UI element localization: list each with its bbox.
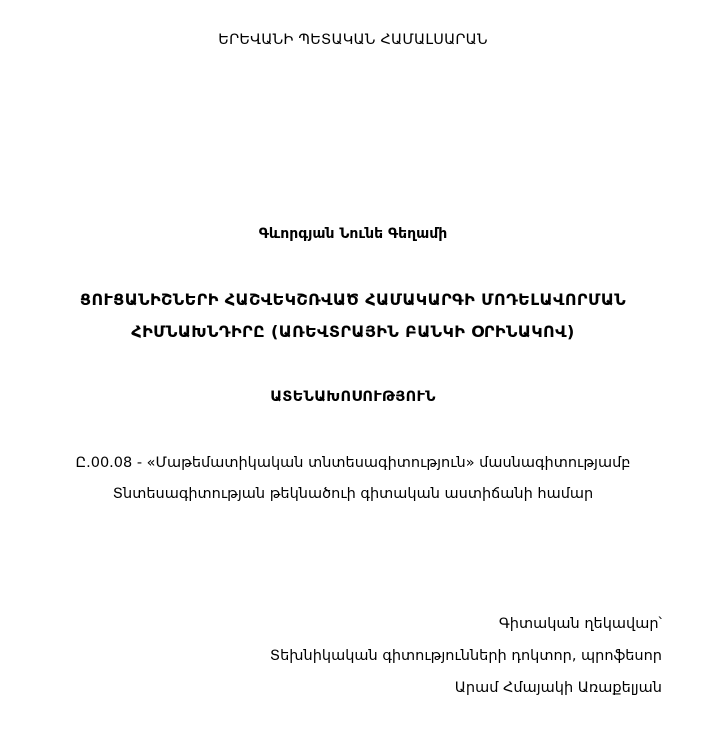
- degree-line: Տնտեսագիտության թեկնածուի գիտական աստիճանի համար: [112, 486, 594, 502]
- thesis-title-line-2: ՀԻՄՆԱԽՆԴԻՐԸ (ԱՌԵՎՏՐԱՅԻՆ ԲԱՆԿԻ ՕՐԻՆԱԿՈՎ): [131, 322, 575, 341]
- supervisor-role: Գիտական ղեկավար՝: [498, 616, 662, 632]
- specialty-line: Ը.00.08 - «Մաթեմատիկական տնտեսագիտություն» մասնագիտությամբ: [75, 455, 631, 471]
- author-name: Գևորգյան Նունե Գեղամի: [258, 226, 448, 242]
- document-type-heading: ԱՏԵՆԱԽՈՍՈՒԹՅՈՒՆ: [270, 389, 436, 405]
- supervisor-name: Արամ Հմայակի Առաքելյան: [454, 680, 662, 696]
- thesis-title-line-1: ՑՈՒՑԱՆԻՇՆԵՐԻ ՀԱՇՎԵԿՇՌՎԱԾ ՀԱՄԱԿԱՐԳԻ ՄՈԴԵԼԱՎՈՐՄԱՆ: [79, 290, 627, 309]
- supervisor-title: Տեխնիկական գիտությունների դոկտոր, պրոֆեսոր: [269, 648, 662, 664]
- university-name: ԵՐԵՎԱՆԻ ՊԵՏԱԿԱՆ ՀԱՄԱԼՍԱՐԱՆ: [218, 32, 488, 48]
